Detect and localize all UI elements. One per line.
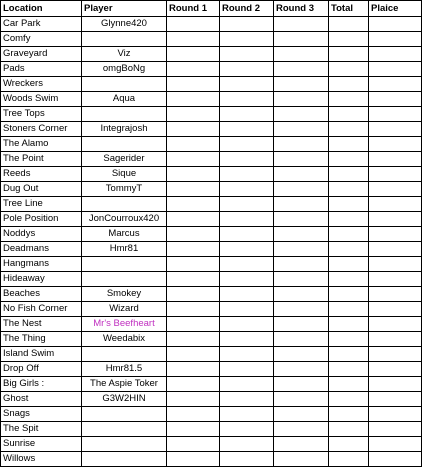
round-2-cell[interactable]: [220, 17, 274, 32]
round-2-cell[interactable]: [220, 32, 274, 47]
plaice-cell[interactable]: [369, 32, 422, 47]
round-1-cell[interactable]: [167, 407, 220, 422]
location-cell[interactable]: Wreckers: [1, 77, 82, 92]
table-row: [1, 167, 422, 182]
total-cell[interactable]: [329, 332, 369, 347]
total-cell[interactable]: [329, 32, 369, 47]
round-2-cell[interactable]: [220, 242, 274, 257]
round-3-cell[interactable]: [274, 137, 329, 152]
location-cell[interactable]: Reeds: [1, 167, 82, 182]
round-1-cell[interactable]: [167, 17, 220, 32]
table-row: [1, 77, 422, 92]
player-cell[interactable]: G3W2HIN: [82, 392, 167, 407]
round-2-cell[interactable]: [220, 152, 274, 167]
location-cell[interactable]: Woods Swim: [1, 92, 82, 107]
player-cell[interactable]: Wizard: [82, 302, 167, 317]
total-cell[interactable]: [329, 257, 369, 272]
round-1-cell[interactable]: [167, 152, 220, 167]
round-3-cell[interactable]: [274, 197, 329, 212]
total-cell[interactable]: [329, 182, 369, 197]
table-row: [1, 257, 422, 272]
round-3-cell[interactable]: [274, 437, 329, 452]
table-row: [1, 332, 422, 347]
location-cell[interactable]: Car Park: [1, 17, 82, 32]
table-row: [1, 182, 422, 197]
total-cell[interactable]: [329, 92, 369, 107]
round-3-cell[interactable]: [274, 407, 329, 422]
round-3-cell[interactable]: [274, 422, 329, 437]
player-cell[interactable]: Viz: [82, 47, 167, 62]
player-cell[interactable]: Marcus: [82, 227, 167, 242]
player-cell[interactable]: [82, 107, 167, 122]
plaice-cell[interactable]: [369, 272, 422, 287]
total-cell[interactable]: [329, 227, 369, 242]
round-1-cell[interactable]: [167, 332, 220, 347]
total-cell[interactable]: [329, 347, 369, 362]
round-2-cell[interactable]: [220, 107, 274, 122]
plaice-cell[interactable]: [369, 407, 422, 422]
player-cell[interactable]: omgBoNg: [82, 62, 167, 77]
round-2-cell[interactable]: [220, 182, 274, 197]
round-1-cell[interactable]: [167, 167, 220, 182]
plaice-cell[interactable]: [369, 392, 422, 407]
round-2-cell[interactable]: [220, 317, 274, 332]
round-3-cell[interactable]: [274, 107, 329, 122]
plaice-cell[interactable]: [369, 122, 422, 137]
header-location[interactable]: Location: [1, 1, 82, 17]
round-1-cell[interactable]: [167, 302, 220, 317]
plaice-cell[interactable]: [369, 317, 422, 332]
total-cell[interactable]: [329, 47, 369, 62]
round-1-cell[interactable]: [167, 287, 220, 302]
total-cell[interactable]: [329, 242, 369, 257]
round-2-cell[interactable]: [220, 47, 274, 62]
location-cell[interactable]: Hangmans: [1, 257, 82, 272]
table-row: [1, 152, 422, 167]
round-1-cell[interactable]: [167, 92, 220, 107]
sheet-body: [1, 17, 422, 467]
round-3-cell[interactable]: [274, 167, 329, 182]
table-row: [1, 302, 422, 317]
table-row: [1, 107, 422, 122]
table-row: [1, 392, 422, 407]
plaice-cell[interactable]: [369, 347, 422, 362]
location-cell[interactable]: Hideaway: [1, 272, 82, 287]
round-3-cell[interactable]: [274, 62, 329, 77]
plaice-cell[interactable]: [369, 62, 422, 77]
round-1-cell[interactable]: [167, 362, 220, 377]
player-cell[interactable]: [82, 77, 167, 92]
table-row: [1, 407, 422, 422]
round-1-cell[interactable]: [167, 347, 220, 362]
location-cell[interactable]: Graveyard: [1, 47, 82, 62]
round-2-cell[interactable]: [220, 287, 274, 302]
table-row: [1, 17, 422, 32]
location-cell[interactable]: Pole Position: [1, 212, 82, 227]
location-cell[interactable]: Deadmans: [1, 242, 82, 257]
total-cell[interactable]: [329, 62, 369, 77]
player-cell[interactable]: [82, 32, 167, 47]
round-1-cell[interactable]: [167, 77, 220, 92]
plaice-cell[interactable]: [369, 377, 422, 392]
player-cell[interactable]: Sique: [82, 167, 167, 182]
total-cell[interactable]: [329, 107, 369, 122]
table-row: [1, 47, 422, 62]
round-3-cell[interactable]: [274, 212, 329, 227]
total-cell[interactable]: [329, 317, 369, 332]
total-cell[interactable]: [329, 362, 369, 377]
plaice-cell[interactable]: [369, 212, 422, 227]
round-2-cell[interactable]: [220, 272, 274, 287]
location-cell[interactable]: Drop Off: [1, 362, 82, 377]
round-3-cell[interactable]: [274, 347, 329, 362]
round-3-cell[interactable]: [274, 317, 329, 332]
player-cell[interactable]: [82, 437, 167, 452]
round-2-cell[interactable]: [220, 392, 274, 407]
player-cell[interactable]: [82, 452, 167, 467]
round-2-cell[interactable]: [220, 167, 274, 182]
round-1-cell[interactable]: [167, 47, 220, 62]
round-1-cell[interactable]: [167, 257, 220, 272]
table-row: [1, 92, 422, 107]
total-cell[interactable]: [329, 212, 369, 227]
player-cell[interactable]: JonCourroux420: [82, 212, 167, 227]
round-3-cell[interactable]: [274, 377, 329, 392]
round-3-cell[interactable]: [274, 302, 329, 317]
round-3-cell[interactable]: [274, 182, 329, 197]
round-3-cell[interactable]: [274, 17, 329, 32]
player-cell[interactable]: [82, 257, 167, 272]
round-1-cell[interactable]: [167, 452, 220, 467]
location-cell[interactable]: The Alamo: [1, 137, 82, 152]
player-cell[interactable]: [82, 347, 167, 362]
location-cell[interactable]: Beaches: [1, 287, 82, 302]
location-cell[interactable]: Pads: [1, 62, 82, 77]
player-cell[interactable]: TommyT: [82, 182, 167, 197]
round-2-cell[interactable]: [220, 347, 274, 362]
plaice-cell[interactable]: [369, 107, 422, 122]
plaice-cell[interactable]: [369, 302, 422, 317]
round-1-cell[interactable]: [167, 122, 220, 137]
round-2-cell[interactable]: [220, 362, 274, 377]
location-cell[interactable]: Comfy: [1, 32, 82, 47]
total-cell[interactable]: [329, 152, 369, 167]
header-row: [1, 1, 422, 17]
round-2-cell[interactable]: [220, 302, 274, 317]
location-cell[interactable]: The Spit: [1, 422, 82, 437]
round-1-cell[interactable]: [167, 272, 220, 287]
round-3-cell[interactable]: [274, 152, 329, 167]
player-cell[interactable]: Smokey: [82, 287, 167, 302]
total-cell[interactable]: [329, 422, 369, 437]
table-row: [1, 197, 422, 212]
round-2-cell[interactable]: [220, 92, 274, 107]
round-2-cell[interactable]: [220, 197, 274, 212]
plaice-cell[interactable]: [369, 47, 422, 62]
total-cell[interactable]: [329, 122, 369, 137]
plaice-cell[interactable]: [369, 422, 422, 437]
location-cell[interactable]: Stoners Corner: [1, 122, 82, 137]
round-3-cell[interactable]: [274, 92, 329, 107]
plaice-cell[interactable]: [369, 227, 422, 242]
table-row: [1, 362, 422, 377]
player-cell[interactable]: Hmr81.5: [82, 362, 167, 377]
player-cell[interactable]: [82, 137, 167, 152]
header-plaice[interactable]: Plaice: [369, 1, 422, 17]
player-cell[interactable]: [82, 197, 167, 212]
total-cell[interactable]: [329, 77, 369, 92]
location-cell[interactable]: Ghost: [1, 392, 82, 407]
round-3-cell[interactable]: [274, 47, 329, 62]
total-cell[interactable]: [329, 167, 369, 182]
player-cell[interactable]: Glynne420: [82, 17, 167, 32]
table-row: [1, 32, 422, 47]
round-2-cell[interactable]: [220, 422, 274, 437]
round-1-cell[interactable]: [167, 437, 220, 452]
location-cell[interactable]: The Thing: [1, 332, 82, 347]
location-cell[interactable]: Snags: [1, 407, 82, 422]
round-1-cell[interactable]: [167, 137, 220, 152]
round-2-cell[interactable]: [220, 122, 274, 137]
table-row: [1, 317, 422, 332]
player-cell[interactable]: [82, 422, 167, 437]
round-1-cell[interactable]: [167, 197, 220, 212]
header-player[interactable]: Player: [82, 1, 167, 17]
player-cell[interactable]: [82, 407, 167, 422]
table-row: [1, 422, 422, 437]
table-row: [1, 272, 422, 287]
player-cell[interactable]: Integrajosh: [82, 122, 167, 137]
plaice-cell[interactable]: [369, 17, 422, 32]
round-2-cell[interactable]: [220, 332, 274, 347]
round-3-cell[interactable]: [274, 452, 329, 467]
plaice-cell[interactable]: [369, 242, 422, 257]
table-row: [1, 437, 422, 452]
round-2-cell[interactable]: [220, 212, 274, 227]
location-cell[interactable]: Sunrise: [1, 437, 82, 452]
location-cell[interactable]: Tree Tops: [1, 107, 82, 122]
player-cell[interactable]: [82, 272, 167, 287]
player-cell[interactable]: Weedabix: [82, 332, 167, 347]
round-3-cell[interactable]: [274, 332, 329, 347]
round-2-cell[interactable]: [220, 407, 274, 422]
total-cell[interactable]: [329, 302, 369, 317]
total-cell[interactable]: [329, 377, 369, 392]
round-1-cell[interactable]: [167, 317, 220, 332]
table-row: [1, 122, 422, 137]
round-2-cell[interactable]: [220, 77, 274, 92]
round-3-cell[interactable]: [274, 362, 329, 377]
round-1-cell[interactable]: [167, 107, 220, 122]
round-3-cell[interactable]: [274, 77, 329, 92]
round-2-cell[interactable]: [220, 227, 274, 242]
header-round-3[interactable]: Round 3: [274, 1, 329, 17]
header-round-2[interactable]: Round 2: [220, 1, 274, 17]
round-3-cell[interactable]: [274, 287, 329, 302]
plaice-cell[interactable]: [369, 257, 422, 272]
player-cell[interactable]: Sagerider: [82, 152, 167, 167]
header-round-1[interactable]: Round 1: [167, 1, 220, 17]
total-cell[interactable]: [329, 197, 369, 212]
total-cell[interactable]: [329, 17, 369, 32]
plaice-cell[interactable]: [369, 152, 422, 167]
table-row: [1, 137, 422, 152]
location-cell[interactable]: Island Swim: [1, 347, 82, 362]
total-cell[interactable]: [329, 287, 369, 302]
round-1-cell[interactable]: [167, 212, 220, 227]
table-row: [1, 212, 422, 227]
plaice-cell[interactable]: [369, 182, 422, 197]
location-cell[interactable]: Tree Line: [1, 197, 82, 212]
plaice-cell[interactable]: [369, 167, 422, 182]
round-2-cell[interactable]: [220, 377, 274, 392]
round-1-cell[interactable]: [167, 242, 220, 257]
table-row: [1, 347, 422, 362]
player-cell[interactable]: Aqua: [82, 92, 167, 107]
table-row: [1, 62, 422, 77]
round-3-cell[interactable]: [274, 227, 329, 242]
round-1-cell[interactable]: [167, 392, 220, 407]
total-cell[interactable]: [329, 392, 369, 407]
round-3-cell[interactable]: [274, 32, 329, 47]
total-cell[interactable]: [329, 137, 369, 152]
plaice-cell[interactable]: [369, 92, 422, 107]
location-cell[interactable]: Dug Out: [1, 182, 82, 197]
round-3-cell[interactable]: [274, 257, 329, 272]
total-cell[interactable]: [329, 437, 369, 452]
table-row: [1, 287, 422, 302]
location-cell[interactable]: Noddys: [1, 227, 82, 242]
round-3-cell[interactable]: [274, 392, 329, 407]
round-3-cell[interactable]: [274, 272, 329, 287]
round-1-cell[interactable]: [167, 227, 220, 242]
round-2-cell[interactable]: [220, 257, 274, 272]
player-cell[interactable]: The Aspie Toker: [82, 377, 167, 392]
round-2-cell[interactable]: [220, 452, 274, 467]
total-cell[interactable]: [329, 272, 369, 287]
player-cell[interactable]: Mr's Beefheart: [82, 317, 167, 332]
location-cell[interactable]: The Nest: [1, 317, 82, 332]
total-cell[interactable]: [329, 407, 369, 422]
table-row: [1, 227, 422, 242]
round-1-cell[interactable]: [167, 422, 220, 437]
table-row: [1, 377, 422, 392]
plaice-cell[interactable]: [369, 362, 422, 377]
player-cell[interactable]: Hmr81: [82, 242, 167, 257]
round-3-cell[interactable]: [274, 122, 329, 137]
round-1-cell[interactable]: [167, 32, 220, 47]
table-row: [1, 242, 422, 257]
plaice-cell[interactable]: [369, 77, 422, 92]
plaice-cell[interactable]: [369, 137, 422, 152]
round-2-cell[interactable]: [220, 137, 274, 152]
location-cell[interactable]: Willows: [1, 452, 82, 467]
plaice-cell[interactable]: [369, 332, 422, 347]
round-2-cell[interactable]: [220, 437, 274, 452]
round-1-cell[interactable]: [167, 62, 220, 77]
total-cell[interactable]: [329, 452, 369, 467]
plaice-cell[interactable]: [369, 452, 422, 467]
location-cell[interactable]: Big Girls :: [1, 377, 82, 392]
plaice-cell[interactable]: [369, 287, 422, 302]
plaice-cell[interactable]: [369, 437, 422, 452]
location-cell[interactable]: The Point: [1, 152, 82, 167]
location-cell[interactable]: No Fish Corner: [1, 302, 82, 317]
round-3-cell[interactable]: [274, 242, 329, 257]
round-1-cell[interactable]: [167, 377, 220, 392]
header-total[interactable]: Total: [329, 1, 369, 17]
round-2-cell[interactable]: [220, 62, 274, 77]
plaice-cell[interactable]: [369, 197, 422, 212]
round-1-cell[interactable]: [167, 182, 220, 197]
table-row: [1, 452, 422, 467]
